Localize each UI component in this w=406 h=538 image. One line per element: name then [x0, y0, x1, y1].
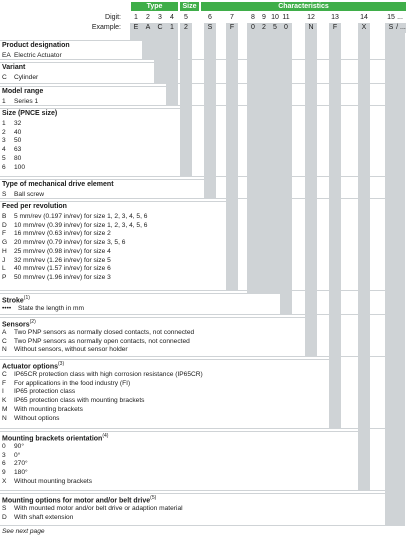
section-mounting-brackets-orientation	[0, 431, 358, 491]
option-code: C	[2, 371, 7, 378]
example-code-5: 2	[180, 23, 192, 33]
connector-column	[226, 33, 238, 291]
section-title: Actuator options$^{(3)}$	[2, 361, 65, 371]
option-text: 90°	[14, 443, 24, 450]
section-title: Variant	[2, 64, 26, 71]
option-text: 40 mm/rev (1.57 in/rev) for size 6	[14, 265, 111, 273]
example-code-13: F	[329, 23, 341, 33]
option-code: K	[2, 397, 7, 405]
option-code: F	[2, 230, 7, 238]
option-code: G	[2, 239, 8, 247]
option-row	[2, 120, 21, 127]
option-text: Electric Actuator	[14, 52, 62, 59]
option-code: 9	[2, 469, 6, 477]
digit-9: 9	[262, 14, 266, 21]
option-code: L	[2, 265, 6, 273]
option-row	[2, 129, 21, 136]
option-text: With shaft extension	[14, 513, 74, 521]
example-code-8: 0	[247, 23, 259, 33]
section-title: Mounting brackets orientation$^{(4)}$	[2, 433, 109, 443]
option-row	[2, 230, 111, 237]
option-text: IP65 protection class	[14, 388, 76, 396]
option-text: Without mounting brackets	[14, 477, 93, 485]
option-code: N	[2, 346, 7, 354]
option-text: Two PNP sensors as normally closed contacts, not connected	[14, 329, 195, 336]
section-title: Sensors$^{(2)}$	[2, 319, 36, 329]
section-variant	[0, 62, 154, 84]
section-divider	[0, 40, 142, 41]
digit-6: 6	[208, 14, 212, 21]
option-row	[2, 415, 59, 422]
connector-column	[393, 33, 405, 526]
option-text: IP65 protection class with mounting brackets	[14, 397, 145, 405]
option-text: Cylinder	[14, 74, 39, 81]
example-code-3: C	[154, 23, 166, 33]
option-row	[2, 248, 111, 255]
option-code: F	[2, 379, 7, 387]
digit-16: ...	[397, 14, 403, 21]
option-row	[2, 274, 111, 281]
section-divider	[0, 490, 405, 491]
digit-1: 1	[134, 14, 138, 21]
section-divider	[0, 293, 280, 294]
option-text: 50	[14, 137, 22, 145]
option-row	[2, 52, 62, 59]
option-row	[2, 164, 25, 171]
option-row	[2, 257, 111, 264]
option-text: 50 mm/rev (1.96 in/rev) for size 3	[14, 273, 111, 281]
option-text: 25 mm/rev (0.98 in/rev) for size 4	[14, 247, 111, 255]
option-text: Ball screw	[14, 191, 45, 198]
option-code: N	[2, 414, 7, 422]
section-divider	[0, 83, 405, 84]
example-code-1: E	[130, 23, 142, 33]
option-code: EA	[2, 52, 11, 59]
option-code: 1	[2, 120, 6, 127]
option-row	[2, 191, 44, 198]
option-code: S	[2, 191, 7, 198]
digit-5: 5	[184, 14, 188, 21]
connector-column	[166, 33, 178, 106]
section-title: Stroke$^{(1)}$	[2, 295, 30, 305]
option-code: B	[2, 213, 7, 220]
option-text: State the length in mm	[18, 305, 84, 312]
digit-15: 15	[387, 14, 395, 21]
option-row	[2, 514, 73, 521]
option-code: 6	[2, 163, 6, 171]
option-code: C	[2, 74, 7, 81]
section-divider	[0, 290, 405, 291]
section-divider	[0, 179, 204, 180]
section-divider	[0, 86, 166, 87]
option-text: Without options	[14, 414, 60, 422]
digit-4: 4	[170, 14, 174, 21]
digit-8: 8	[251, 14, 255, 21]
option-row	[2, 329, 194, 336]
connector-column	[305, 33, 317, 357]
section-sensors	[0, 317, 305, 357]
option-code: 5	[2, 154, 6, 162]
option-code: D	[2, 513, 7, 521]
section-title: Size (PNCE size)	[2, 110, 58, 117]
section-divider	[0, 317, 305, 318]
option-code: M	[2, 405, 8, 413]
section-divider	[0, 431, 358, 432]
section-divider	[0, 62, 154, 63]
option-code: X	[2, 477, 7, 485]
section-product-designation	[0, 40, 142, 60]
example-code-4: 1	[166, 23, 178, 33]
digit-12: 12	[307, 14, 315, 21]
section-divider	[0, 525, 405, 526]
example-code-7: F	[226, 23, 238, 33]
option-row	[2, 505, 183, 512]
section-divider	[0, 201, 226, 202]
option-text: 10 mm/rev (0.39 in/rev) for size 1, 2, 3, 4, 5, 6	[14, 221, 148, 229]
section-size-pnce-size	[0, 108, 180, 177]
example-code-10: 5	[269, 23, 281, 33]
option-text: Series 1	[14, 98, 39, 105]
option-text: With mounted motor and/or belt drive or adaption material	[14, 505, 183, 512]
option-row	[2, 469, 28, 476]
option-code: C	[2, 337, 7, 345]
option-row	[2, 406, 83, 413]
section-title: Product designation	[2, 42, 70, 49]
option-code: 3	[2, 137, 6, 145]
section-actuator-options	[0, 359, 329, 429]
option-text: 32	[14, 120, 22, 127]
section-stroke	[0, 293, 280, 315]
connector-column	[358, 33, 370, 491]
option-text: Without sensors, without sensor holder	[14, 346, 128, 354]
section-model-range	[0, 86, 166, 106]
option-row	[2, 388, 75, 395]
example-code-14: X	[358, 23, 370, 33]
option-text: IP65CR protection class with high corrosion resistance (IP65CR)	[14, 371, 203, 378]
example-label: Example:	[91, 24, 121, 31]
section-title: Model range	[2, 88, 44, 95]
option-text: 16 mm/rev (0.63 in/rev) for size 2	[14, 230, 111, 238]
section-divider	[0, 493, 385, 494]
option-row	[2, 74, 38, 81]
option-text: 32 mm/rev (1.26 in/rev) for size 5	[14, 256, 111, 264]
option-code: 2	[2, 128, 6, 136]
section-title: Feed per revolution	[2, 203, 67, 210]
digit-7: 7	[230, 14, 234, 21]
section-divider	[0, 359, 329, 360]
section-divider	[0, 356, 405, 357]
option-text: 5 mm/rev (0.197 in/rev) for size 1, 2, 3, 4, 5, 6	[14, 213, 148, 220]
option-text: 63	[14, 146, 22, 154]
digit-14: 14	[360, 14, 368, 21]
footer-note: See next page	[2, 528, 45, 535]
option-row	[2, 478, 92, 485]
digit-13: 13	[331, 14, 339, 21]
connector-column	[142, 33, 154, 60]
option-code: 3	[2, 451, 6, 459]
digit-11: 11	[282, 14, 290, 21]
section-divider	[0, 108, 180, 109]
option-row	[2, 443, 24, 450]
option-text: Two PNP sensors as normally open contacts, not connected	[14, 337, 190, 345]
section-mounting-options-for-motor-and-or-belt-drive	[0, 493, 385, 526]
option-row	[2, 98, 38, 105]
option-row	[2, 346, 128, 353]
option-text: 40	[14, 128, 22, 136]
option-row	[2, 155, 21, 162]
size-header: Size	[180, 2, 199, 11]
option-code: ••••	[2, 305, 12, 312]
option-text: 0°	[14, 451, 21, 459]
option-code: S	[2, 505, 7, 512]
option-code: 0	[2, 443, 6, 450]
section-divider	[0, 176, 405, 177]
section-divider	[0, 314, 405, 315]
option-row	[2, 397, 144, 404]
option-row	[2, 380, 130, 387]
section-divider	[0, 105, 405, 106]
option-code: D	[2, 221, 7, 229]
option-row	[2, 452, 20, 459]
section-divider	[0, 428, 405, 429]
example-code-11: 0	[280, 23, 292, 33]
characteristics-header: Characteristics	[201, 2, 406, 11]
option-row	[2, 213, 147, 220]
section-divider	[0, 198, 405, 199]
connector-column	[329, 33, 341, 429]
option-row	[2, 460, 28, 467]
example-code-16: / ...	[394, 23, 406, 33]
option-text: 270°	[14, 460, 28, 468]
option-code: A	[2, 329, 7, 336]
option-row	[2, 222, 147, 229]
section-title: Type of mechanical drive element	[2, 181, 114, 188]
connector-column	[280, 33, 292, 315]
option-row	[2, 305, 84, 312]
option-row	[2, 371, 203, 378]
option-text: 80	[14, 154, 22, 162]
option-row	[2, 265, 111, 272]
example-code-9: 2	[258, 23, 270, 33]
connector-column	[204, 33, 216, 199]
option-row	[2, 146, 21, 153]
option-text: 100	[14, 163, 26, 171]
option-text: With mounting brackets	[14, 405, 83, 413]
option-row	[2, 137, 21, 144]
section-feed-per-revolution	[0, 201, 226, 291]
type-header: Type	[131, 2, 178, 11]
option-code: I	[2, 388, 4, 396]
option-row	[2, 338, 190, 345]
option-code: 4	[2, 146, 6, 154]
option-code: P	[2, 273, 7, 281]
section-title: Mounting options for motor and/or belt drive$^{(5)}$	[2, 495, 157, 505]
option-code: H	[2, 247, 7, 255]
digit-2: 2	[146, 14, 150, 21]
option-code: 6	[2, 460, 6, 468]
option-code: J	[2, 256, 6, 264]
option-code: 1	[2, 98, 6, 105]
example-code-2: A	[142, 23, 154, 33]
digit-10: 10	[271, 14, 279, 21]
example-code-15: S	[385, 23, 397, 33]
section-type-of-mechanical-drive-element	[0, 179, 204, 199]
example-code-6: S	[204, 23, 216, 33]
section-divider	[0, 59, 405, 60]
option-text: 20 mm/rev (0.79 in/rev) for size 3, 5, 6	[14, 239, 126, 247]
option-text: 180°	[14, 469, 28, 477]
digit-3: 3	[158, 14, 162, 21]
option-row	[2, 239, 125, 246]
option-text: For applications in the food industry (FI)	[14, 379, 131, 387]
digit-label: Digit:	[105, 14, 121, 21]
example-code-12: N	[305, 23, 317, 33]
